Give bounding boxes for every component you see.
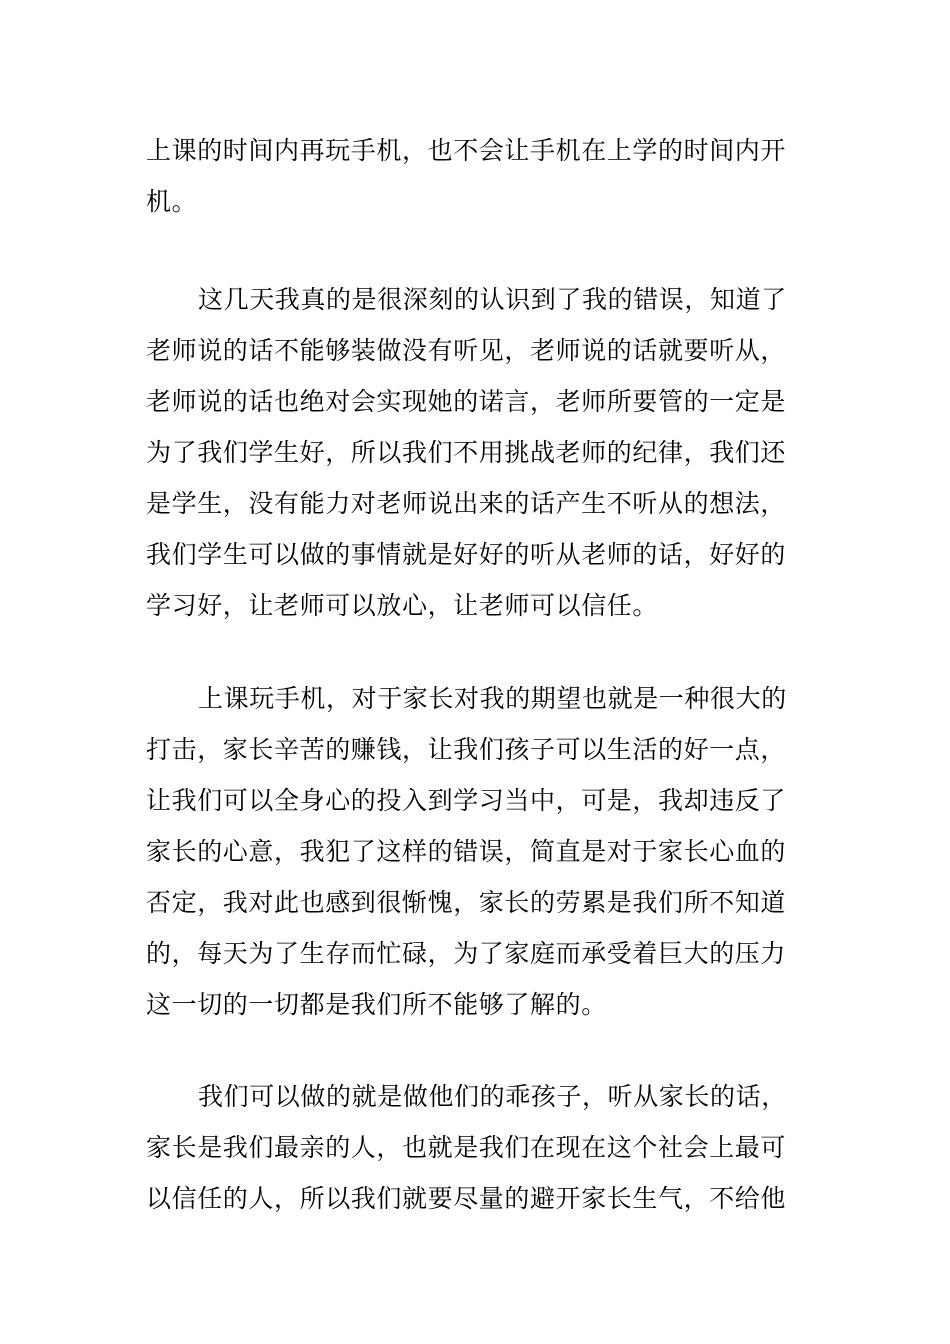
paragraph-line: 机。	[146, 187, 198, 216]
paragraph-line: 以信任的人，所以我们就要尽量的避开家长生气，不给他	[146, 1184, 787, 1213]
paragraph-3	[146, 673, 810, 1030]
paragraph-line: 这几天我真的是很深刻的认识到了我的错误，知道了	[198, 285, 787, 314]
paragraph-line: 打击，家长辛苦的赚钱，让我们孩子可以生活的好一点，	[146, 735, 787, 764]
paragraph-line: 上课的时间内再玩手机，也不会让手机在上学的时间内开	[146, 136, 787, 165]
paragraph-2	[146, 274, 810, 631]
paragraph-line: 家长是我们最亲的人，也就是我们在现在这个社会上最可	[146, 1133, 787, 1162]
paragraph-line: 为了我们学生好，所以我们不用挑战老师的纪律，我们还	[146, 438, 787, 467]
paragraph-line: 上课玩手机，对于家长对我的期望也就是一种很大的	[198, 684, 787, 713]
paragraph-line: 是学生，没有能力对老师说出来的话产生不听从的想法，	[146, 489, 787, 518]
paragraph-line: 我们可以做的就是做他们的乖孩子，听从家长的话，	[198, 1082, 787, 1111]
paragraph-line: 让我们可以全身心的投入到学习当中，可是，我却违反了	[146, 786, 787, 815]
paragraph-line: 我们学生可以做的事情就是好好的听从老师的话，好好的	[146, 540, 787, 569]
paragraph-line: 学习好，让老师可以放心，让老师可以信任。	[146, 591, 659, 620]
paragraph-1	[146, 125, 810, 227]
paragraph-line: 老师说的话也绝对会实现她的诺言，老师所要管的一定是	[146, 387, 787, 416]
paragraph-line: 的，每天为了生存而忙碌，为了家庭而承受着巨大的压力	[146, 939, 787, 968]
paragraph-line: 家长的心意，我犯了这样的错误，简直是对于家长心血的	[146, 837, 787, 866]
paragraph-line: 否定，我对此也感到很惭愧，家长的劳累是我们所不知道	[146, 888, 787, 917]
paragraph-4	[146, 1071, 810, 1224]
paragraph-line: 老师说的话不能够装做没有听见，老师说的话就要听从，	[146, 336, 787, 365]
paragraph-line: 这一切的一切都是我们所不能够了解的。	[146, 990, 607, 1019]
